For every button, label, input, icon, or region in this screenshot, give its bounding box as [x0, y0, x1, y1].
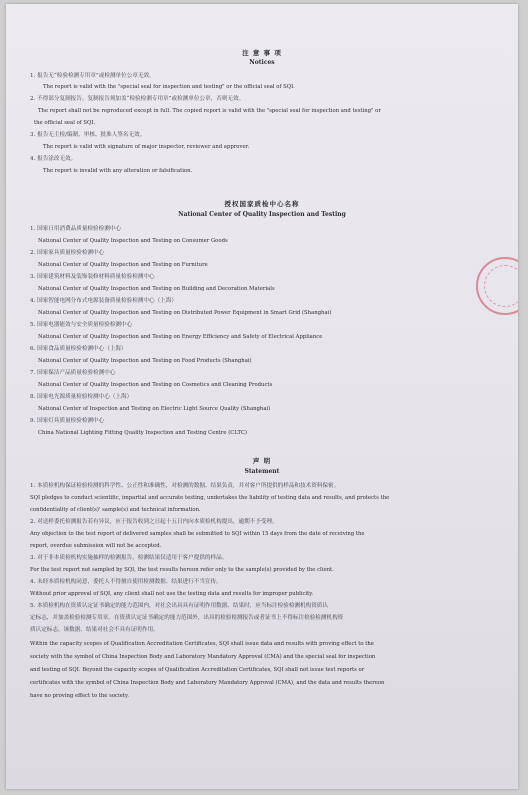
- statement-item-5-en-line3: and testing of SQI. Beyond the capacity scopes of Qualification Accreditation Certificates, SQI shall not issue test reports or: [30, 667, 365, 673]
- notice-item-2-en-line1: The report shall not be reproduced except in full. The copied report is valid with the "special seal for inspection and testing" or: [38, 108, 381, 114]
- center-item-6-cn: 6. 国家食品质量检验检测中心（上海）: [30, 346, 127, 352]
- statement-item-5-cn-line3: 质认定标志，该数据、结果对社会不具有证明作用。: [30, 627, 159, 633]
- statement-item-2-cn: 2. 对送样委托检测报告若有异议，应于报告收到之日起十五日内向本质检机构提出，逾期不予受理。: [30, 519, 278, 525]
- center-item-5-en: National Center of Quality Inspection and Testing on Energy Efficiency and Safety of Electrical Appliance: [38, 334, 323, 340]
- statement-item-5-cn-line1: 5. 本质检机构在资质认定证书确定的能力范围内，对社会出具具有证明作用数据、结果时，应当标注检验检测机构资质认: [30, 603, 328, 609]
- statement-title-cn: 声 明: [252, 457, 272, 465]
- statement-item-5-en-line2: society with the symbol of China Inspection Body and Laboratory Mandatory Approval (CMA) and the special seal for inspection: [30, 654, 376, 660]
- center-item-5-cn: 5. 国家电器能效与安全质量检验检测中心: [30, 322, 133, 328]
- center-item-3-cn: 3. 国家建筑材料及装饰装修材料质量检验检测中心: [30, 274, 155, 280]
- notices-title-en: Notices: [249, 59, 275, 66]
- document-page: [6, 4, 518, 789]
- statement-item-2-en-line1: Any objection to the test report of delivered samples shall be submitted to SQI within 15 days from the date of receiving the: [30, 531, 365, 537]
- notice-item-3-en: The report is valid with signature of major inspector, reviewer and approver.: [43, 144, 250, 150]
- statement-item-3-cn: 3. 对于非本质检机构实施抽样的检测报告，检测结果仅适用于客户提供的样品。: [30, 555, 228, 561]
- statement-item-2-en-line2: report, overdue submission will not be accepted.: [30, 543, 162, 549]
- center-item-7-cn: 7. 国家保洁产品质量检验检测中心: [30, 370, 116, 376]
- notice-item-4-cn: 4. 报告涂改无效。: [30, 156, 77, 162]
- center-item-9-cn: 9. 国家灯具质量检验检测中心: [30, 418, 105, 424]
- statement-item-4-en: Without prior approval of SQI, any client shall not use the testing data and results for improper publicity.: [30, 591, 314, 597]
- center-item-2-cn: 2. 国家家具质量检验检测中心: [30, 250, 105, 256]
- statement-item-5-en-line4: certificates with the symbol of China Inspection Body and Laboratory Mandatory Approval (CMA), and the data and results thereon: [30, 680, 385, 686]
- statement-item-5-en-line1: Within the capacity scopes of Qualification Accreditation Certificates, SQI shall issue data and results with proving effect to the: [30, 641, 374, 647]
- centers-title-cn: 授权国家质检中心名称: [224, 200, 300, 208]
- centers-title-en: National Center of Quality Inspection and Testing: [178, 211, 346, 218]
- notice-item-2-en-line2: the official seal of SQI.: [34, 120, 96, 126]
- center-item-7-en: National Center of Quality Inspection and Testing on Cosmetics and Cleaning Products: [38, 382, 273, 388]
- statement-title-en: Statement: [244, 468, 280, 475]
- center-item-6-en: National Center of Quality Inspection and Testing on Food Products (Shanghai): [38, 358, 252, 364]
- notice-item-1-cn: 1. 报告无“检验检测专用章”或检测单位公章无效。: [30, 73, 155, 79]
- center-item-4-cn: 4. 国家智能电网分布式电源装备质量检验检测中心（上海）: [30, 298, 177, 304]
- center-item-8-cn: 8. 国家电光源质量检验检测中心（上海）: [30, 394, 133, 400]
- statement-item-5-cn-line2: 定标志，并加盖检验检测专用章。在资质认定证书确定的能力范围外，出具的检验检测报告或者证书上不得标注检验检测机构资: [30, 615, 344, 621]
- red-seal-stamp: [476, 257, 518, 315]
- center-item-2-en: National Center of Quality Inspection and Testing on Furniture: [38, 262, 208, 268]
- center-item-1-en: National Center of Quality Inspection and Testing on Consumer Goods: [38, 238, 228, 244]
- statement-item-5-en-line5: have no proving effect to the society.: [30, 693, 129, 699]
- notice-item-1-en: The report is valid with the "special seal for inspection and testing" or the official seal of SQI.: [43, 84, 295, 90]
- statement-item-3-en: For the test report not sampled by SQI, the test results hereon refer only to the sample(s) provided by the client.: [30, 567, 334, 573]
- center-item-8-en: National Center of Inspection and Testing on Electric Light Source Quality (Shanghai): [38, 406, 271, 412]
- statement-item-4-cn: 4. 未经本质检机构同意，委托人不得擅自使用检测数据、结果进行不当宣传。: [30, 579, 222, 585]
- notices-title-cn: 注 意 事 项: [242, 49, 282, 57]
- statement-item-1-en-line1: SQI pledges to conduct scientific, impartial and accurate testing, undertakes the liability of testing data and results, and protects the: [30, 495, 390, 501]
- center-item-9-en: China National Lighting Fitting Quality Inspection and Testing Centre (CLTC): [38, 430, 248, 436]
- statement-item-1-cn: 1. 本质检机构保证检验检测的科学性、公正性和准确性，对检测的数据、结果负责，并对客户所提供的样品和技术资料保密。: [30, 483, 340, 489]
- center-item-3-en: National Center of Quality Inspection and Testing on Building and Decoration Materials: [38, 286, 275, 292]
- notice-item-4-en: The report is invalid with any alteration or falsification.: [43, 168, 193, 174]
- center-item-4-en: National Center of Quality Inspection and Testing on Distributed Power Equipment in Smart Grid (Shanghai): [38, 310, 332, 316]
- statement-item-1-en-line2: confidentiality of client(s)' sample(s) and technical information.: [30, 507, 201, 513]
- notice-item-2-cn: 2. 不得部分复制报告。复制报告须加盖“检验检测专用章”或检测单位公章，否则无效。: [30, 96, 245, 102]
- center-item-1-cn: 1. 国家日用消费品质量检验检测中心: [30, 226, 122, 232]
- notice-item-3-cn: 3. 报告无主检/编制、审核、批准人签名无效。: [30, 132, 146, 138]
